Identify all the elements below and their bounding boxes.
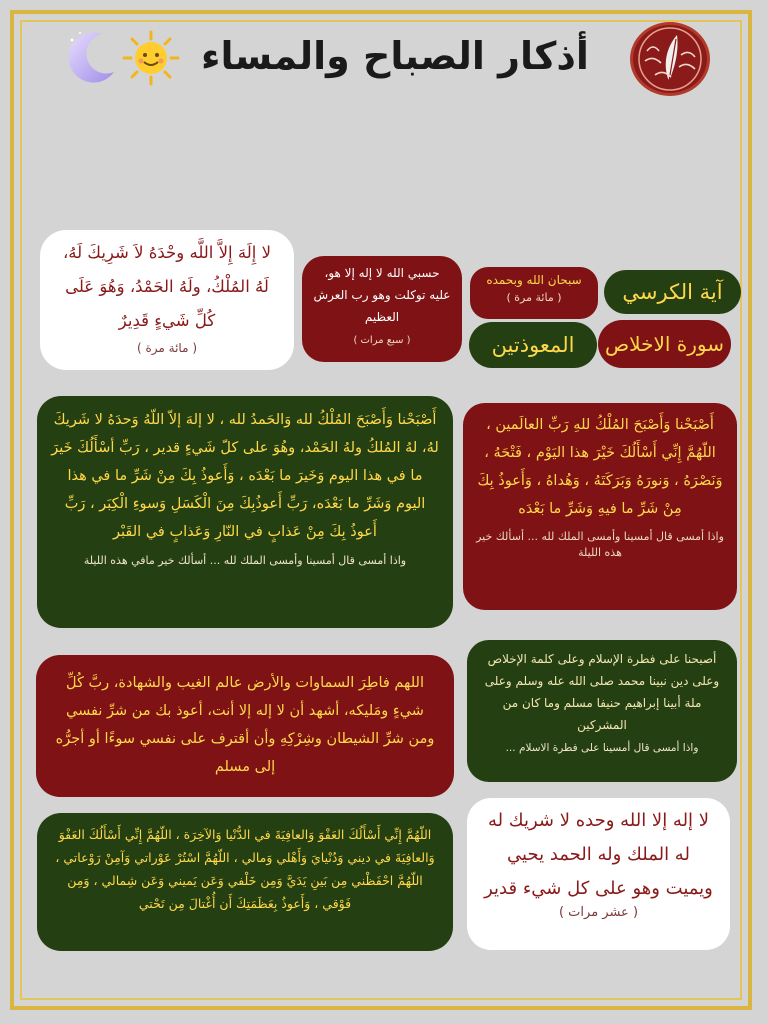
fitrah-text: أصبحنا على فطرة الإسلام وعلى كلمة الإخلاص وعلى دين نبينا محمد صلى الله عله وسلم وعلى ملة أبينا إبراهيم حنيفا مسلم وما كان من المشركين bbox=[484, 652, 720, 732]
fitrah-card bbox=[467, 640, 737, 782]
asbahna-hamd-note: واذا أمسى قال أمسينا وأمسى الملك لله ... أسألك خير مافي هذه الليلة bbox=[83, 554, 407, 567]
la-ilaha-100-count: ( مائة مرة ) bbox=[137, 341, 197, 355]
smiling-sun-icon bbox=[120, 30, 182, 86]
asbahna-rabb-text: أَصْبَحْنا وَأَصْبَحَ المُلْكُ للهِ رَبِّ العالَمين ، اللّهُمَّ إِنِّي أَسْأَلُكَ خَيْرَ هذا اليَوْم ، فَتْحَهُ ، وَنَصْرَهُ ، وَنورَهُ وَبَرَكَتَهُ ، وَهُداهُ ، وَأَعوذُ بِكَ مِنْ شَرِّ ما فيهِ وَشَرِّ ما بَعْدَه bbox=[477, 417, 723, 517]
la-ilaha-10-text: لا إله إلا الله وحده لا شريك له له الملك وله الحمد يحيي ويميت وهو على كل شيء قدير bbox=[484, 810, 713, 899]
feather-pen-icon bbox=[633, 25, 707, 93]
fatir-card bbox=[36, 655, 454, 797]
ikhlas-button[interactable] bbox=[598, 320, 731, 368]
muawwidhatayn-button[interactable] bbox=[469, 322, 597, 368]
subhan-card bbox=[470, 267, 598, 319]
fitrah-note: واذا أمسى قال أمسينا على فطرة الاسلام ... bbox=[505, 742, 699, 754]
la-ilaha-10-count: ( عشر مرات ) bbox=[558, 905, 639, 920]
la-ilaha-100-text: لا إِلَهَ إِلاَّ اللَّه وحْدَهُ لاَ شَرِيكَ لَهُ، لَهُ المُلْكُ، ولَهُ الحَمْدُ، وَهُوَ عَلَى كُلِّ شَيءٍ قَدِيرٌ bbox=[62, 243, 271, 330]
asbahna-hamd-card bbox=[37, 396, 453, 628]
hasbi-card bbox=[302, 256, 462, 362]
subhan-count: ( مائة مرة ) bbox=[506, 291, 562, 304]
asbahna-hamd-text: أَصْبَحْنا وَأَصْبَحَ المُلْكُ لله وَالحَمدُ لله ، لا إلهَ إلاّ اللّهُ وَحدَهُ لا شَريكَ لهُ، لهُ المُلكُ ولهُ الحَمْد، وهُوَ على كلّ شَيءٍ قدير ، رَبِّ أسْأَلُكَ خَيرَ ما في هذا اليوم وَخَيرَ ما بَعْدَه ، وَأَعوذُ بِكَ مِنْ شَرِّ ما في هذا اليوم وَشَرِّ ما بَعْدَه، رَبِّ أَعوذُبِكَ مِنَ الْكَسَلِ وَسوءِ الْكِبَر ، رَبِّ أَعوذُ بِكَ مِنْ عَذابٍ في النّارِ وَعَذابٍ في القَبْر bbox=[51, 412, 439, 540]
fatir-text: اللهم فاطِرَ السماوات والأرض عالم الغيب والشهادة، ربَّ كُلِّ شيءٍ ومَليكه، أشهد أن لا إله إلا أنت، أعوذ بك من شرِّ نفسي ومن شرِّ الشيطان وشِرْكِهِ وأن أقترف على نفسي سوءًا أو أجرُّه إلى مسلم bbox=[55, 675, 435, 775]
crescent-moon-icon bbox=[62, 28, 120, 86]
ayat-kursi-label: آية الكرسي bbox=[622, 280, 723, 304]
ikhlas-label: سورة الاخلاص bbox=[604, 332, 725, 356]
page-title: أذكار الصباح والمساء bbox=[201, 34, 589, 78]
logo-badge bbox=[630, 22, 710, 96]
la-ilaha-10-card bbox=[467, 798, 730, 950]
afiyah-card bbox=[37, 813, 453, 951]
subhan-text: سبحان الله وبحمده bbox=[486, 273, 582, 287]
ayat-kursi-button[interactable] bbox=[604, 270, 741, 314]
asbahna-rabb-card bbox=[463, 403, 737, 610]
asbahna-rabb-note: واذا أمسى قال أمسينا وأمسى الملك لله ... أسألك خير هذه الليلة bbox=[476, 530, 724, 559]
afiyah-text: اللّهُمَّ إِنِّي أَسْأَلُكَ العَفْوَ وَالعافِيَةَ في الدُّنْيا وَالآخِرَة ، اللّهُمَّ إِنِّي أَسْأَلُكَ العَفْوَ وَالعافِيَةَ في ديني وَدُنْيايَ وَأَهْلي وَمالي ، اللّهُمَّ اسْتُرْ عَوْراتي وَآمِنْ رَوْعاتي ، اللّهُمَّ احْفَظْني مِن بَينِ يَدَيَّ وَمِن خَلْفي وَعَن يَميني وَعَن شِمالي ، وَمِن فَوْقي ، وَأَعوذُ بِعَظَمَتِكَ أَن أُغْتالَ مِن تَحْتي bbox=[55, 827, 435, 911]
hasbi-count: ( سبع مرات ) bbox=[353, 335, 411, 346]
hasbi-text: حسبي الله لا إله إلا هو، عليه توكلت وهو رب العرش العظيم bbox=[313, 266, 451, 324]
la-ilaha-100-card bbox=[40, 230, 294, 370]
muawwidhatayn-label: المعوذتين bbox=[491, 333, 575, 357]
